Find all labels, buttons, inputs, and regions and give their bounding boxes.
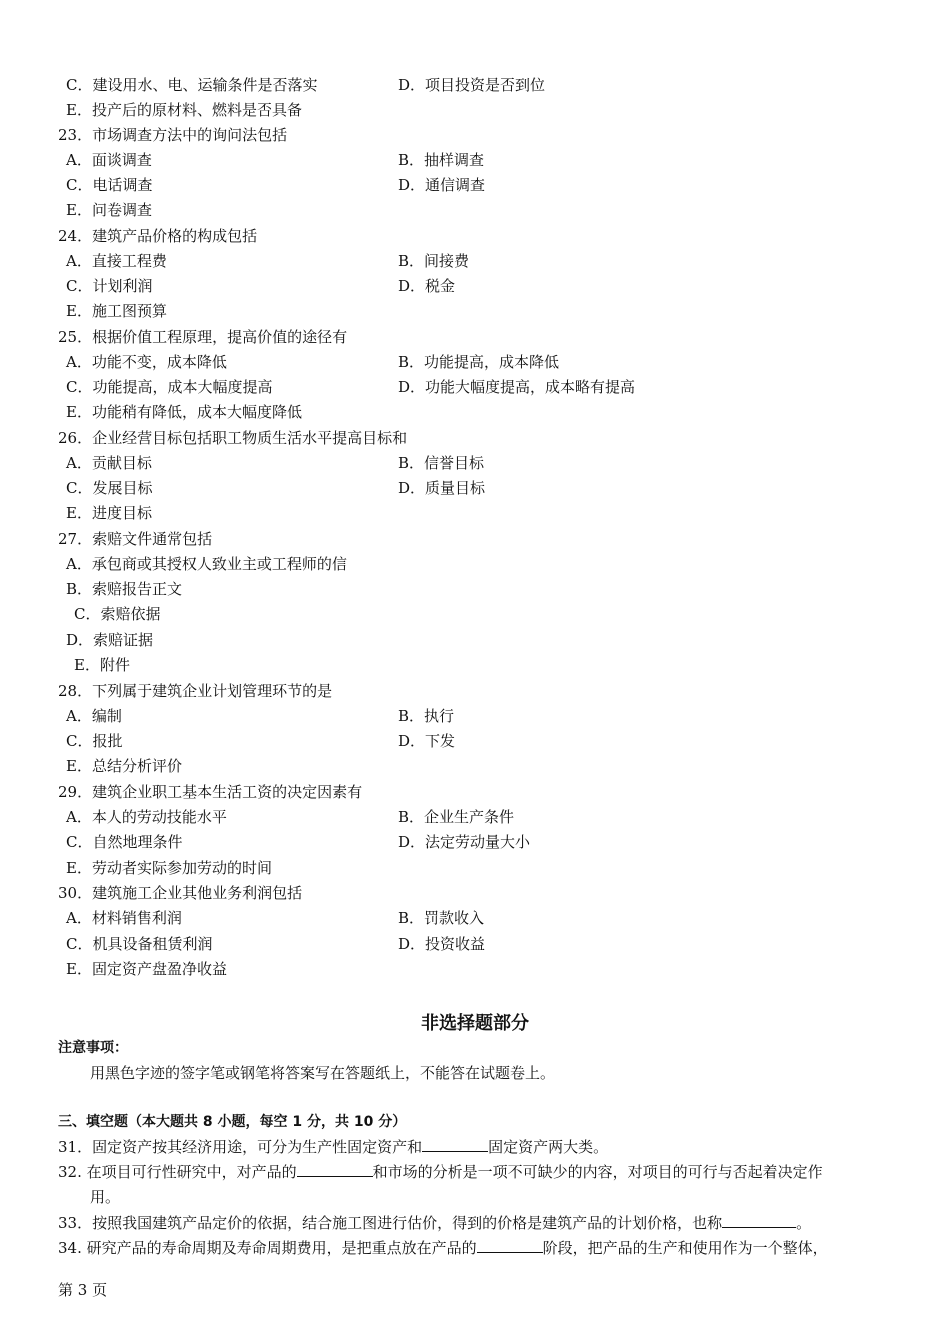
option-c: C．计划利润 xyxy=(66,277,153,295)
question-24 xyxy=(0,224,950,249)
option-row xyxy=(0,577,950,602)
option-row xyxy=(0,932,950,957)
option-a: A．直接工程费 xyxy=(66,252,167,270)
question-text: 31．固定资产按其经济用途，可分为生产性固定资产和 xyxy=(58,1138,423,1156)
option-e: E．问卷调查 xyxy=(66,201,152,219)
option-row xyxy=(0,274,950,299)
option-row xyxy=(0,73,950,98)
option-e: E．劳动者实际参加劳动的时间 xyxy=(66,859,272,877)
answer-blank xyxy=(297,1160,373,1177)
option-e: E．投产后的原材料、燃料是否具备 xyxy=(66,101,302,119)
option-d: D．法定劳动量大小 xyxy=(398,833,531,851)
section-title: 非选择题部分 xyxy=(421,1013,529,1034)
option-c: C．发展目标 xyxy=(66,479,153,497)
option-b: B．执行 xyxy=(398,707,455,725)
question-27 xyxy=(0,527,950,552)
option-a: A．材料销售利润 xyxy=(66,909,182,927)
question-stem: 30．建筑施工企业其他业务利润包括 xyxy=(58,884,303,902)
option-e: E．施工图预算 xyxy=(66,302,167,320)
option-b: B．抽样调查 xyxy=(398,151,485,169)
option-row xyxy=(0,476,950,501)
question-text: 。 xyxy=(796,1214,812,1232)
option-row xyxy=(0,375,950,400)
option-row xyxy=(0,198,950,223)
option-row xyxy=(0,602,950,627)
option-a: A．承包商或其授权人致业主或工程师的信 xyxy=(66,555,347,573)
answer-blank xyxy=(722,1211,796,1228)
option-e: E．功能稍有降低，成本大幅度降低 xyxy=(66,403,302,421)
notice-label: 注意事项： xyxy=(58,1040,128,1056)
option-c: C．电话调查 xyxy=(66,176,153,194)
option-b: B．索赔报告正文 xyxy=(66,580,183,598)
question-text: 和市场的分析是一项不可缺少的内容，对项目的可行与否起着决定作 xyxy=(372,1163,823,1181)
question-29 xyxy=(0,780,950,805)
part3-title-row xyxy=(0,1110,950,1135)
option-b: B．功能提高，成本降低 xyxy=(398,353,560,371)
option-d: D．下发 xyxy=(398,732,456,750)
question-23 xyxy=(0,123,950,148)
question-stem: 27．索赔文件通常包括 xyxy=(58,530,213,548)
part3-title: 三、填空题（本大题共 8 小题，每空 1 分，共 10 分） xyxy=(58,1114,407,1130)
option-row xyxy=(0,754,950,779)
option-row xyxy=(0,148,950,173)
option-a: A．面谈调查 xyxy=(66,151,152,169)
question-32 xyxy=(0,1160,950,1185)
option-a: A．贡献目标 xyxy=(66,454,152,472)
option-d: D．项目投资是否到位 xyxy=(398,76,546,94)
option-row xyxy=(0,552,950,577)
option-row xyxy=(0,729,950,754)
option-b: B．罚款收入 xyxy=(398,909,485,927)
question-stem: 29．建筑企业职工基本生活工资的决定因素有 xyxy=(58,783,363,801)
option-row xyxy=(0,400,950,425)
option-d: D．通信调查 xyxy=(398,176,486,194)
option-a: A．功能不变，成本降低 xyxy=(66,353,227,371)
option-e: E．进度目标 xyxy=(66,504,152,522)
option-row xyxy=(0,173,950,198)
option-row xyxy=(0,501,950,526)
option-e: E．附件 xyxy=(74,656,130,674)
option-c: C．报批 xyxy=(66,732,123,750)
notice-text: 用黑色字迹的签字笔或钢笔将答案写在答题纸上，不能答在试题卷上。 xyxy=(90,1064,556,1082)
option-d: D．功能大幅度提高，成本略有提高 xyxy=(398,378,636,396)
question-text: 33．按照我国建筑产品定价的依据，结合施工图进行估价，得到的价格是建筑产品的计划价格，也称 xyxy=(58,1214,723,1232)
option-d: D．税金 xyxy=(398,277,456,295)
question-text: 固定资产两大类。 xyxy=(488,1138,609,1156)
option-c: C．索赔依据 xyxy=(74,605,161,623)
question-text: 阶段，把产品的生产和使用作为一个整体， xyxy=(542,1239,828,1257)
option-row xyxy=(0,350,950,375)
option-d: D．投资收益 xyxy=(398,935,486,953)
question-30 xyxy=(0,881,950,906)
option-row xyxy=(0,249,950,274)
option-row xyxy=(0,98,950,123)
option-row xyxy=(0,856,950,881)
answer-blank xyxy=(422,1135,488,1152)
option-row xyxy=(0,830,950,855)
option-e: E．总结分析评价 xyxy=(66,757,182,775)
question-stem: 23．市场调查方法中的询问法包括 xyxy=(58,126,288,144)
option-row xyxy=(0,451,950,476)
option-b: B．信誉目标 xyxy=(398,454,485,472)
option-a: A．编制 xyxy=(66,707,122,725)
question-text: 用。 xyxy=(90,1188,121,1206)
option-a: A．本人的劳动技能水平 xyxy=(66,808,227,826)
question-text: 32. 在项目可行性研究中，对产品的 xyxy=(58,1163,297,1181)
notice-label-row xyxy=(0,1036,950,1061)
option-row xyxy=(0,653,950,678)
option-b: B．间接费 xyxy=(398,252,470,270)
question-stem: 26．企业经营目标包括职工物质生活水平提高目标和 xyxy=(58,429,408,447)
option-c: C．建设用水、电、运输条件是否落实 xyxy=(66,76,318,94)
option-c: C．机具设备租赁利润 xyxy=(66,935,213,953)
option-c: C．功能提高，成本大幅度提高 xyxy=(66,378,273,396)
option-row xyxy=(0,957,950,982)
option-row xyxy=(0,805,950,830)
question-32-cont xyxy=(0,1185,950,1210)
question-31 xyxy=(0,1135,950,1160)
question-stem: 24．建筑产品价格的构成包括 xyxy=(58,227,258,245)
answer-blank xyxy=(477,1236,543,1253)
option-b: B．企业生产条件 xyxy=(398,808,515,826)
question-26 xyxy=(0,426,950,451)
question-33 xyxy=(0,1211,950,1236)
option-d: D．质量目标 xyxy=(398,479,486,497)
option-row xyxy=(0,628,950,653)
option-e: E．固定资产盘盈净收益 xyxy=(66,960,227,978)
page-number: 第 3 页 xyxy=(58,1281,108,1299)
option-c: C．自然地理条件 xyxy=(66,833,183,851)
question-stem: 28．下列属于建筑企业计划管理环节的是 xyxy=(58,682,333,700)
question-text: 34. 研究产品的寿命周期及寿命周期费用，是把重点放在产品的 xyxy=(58,1239,477,1257)
notice-text-row xyxy=(0,1061,950,1086)
option-row xyxy=(0,906,950,931)
question-25 xyxy=(0,325,950,350)
option-row xyxy=(0,299,950,324)
question-34 xyxy=(0,1236,950,1261)
option-row xyxy=(0,704,950,729)
question-28 xyxy=(0,679,950,704)
question-stem: 25．根据价值工程原理，提高价值的途径有 xyxy=(58,328,348,346)
option-d: D．索赔证据 xyxy=(66,631,154,649)
